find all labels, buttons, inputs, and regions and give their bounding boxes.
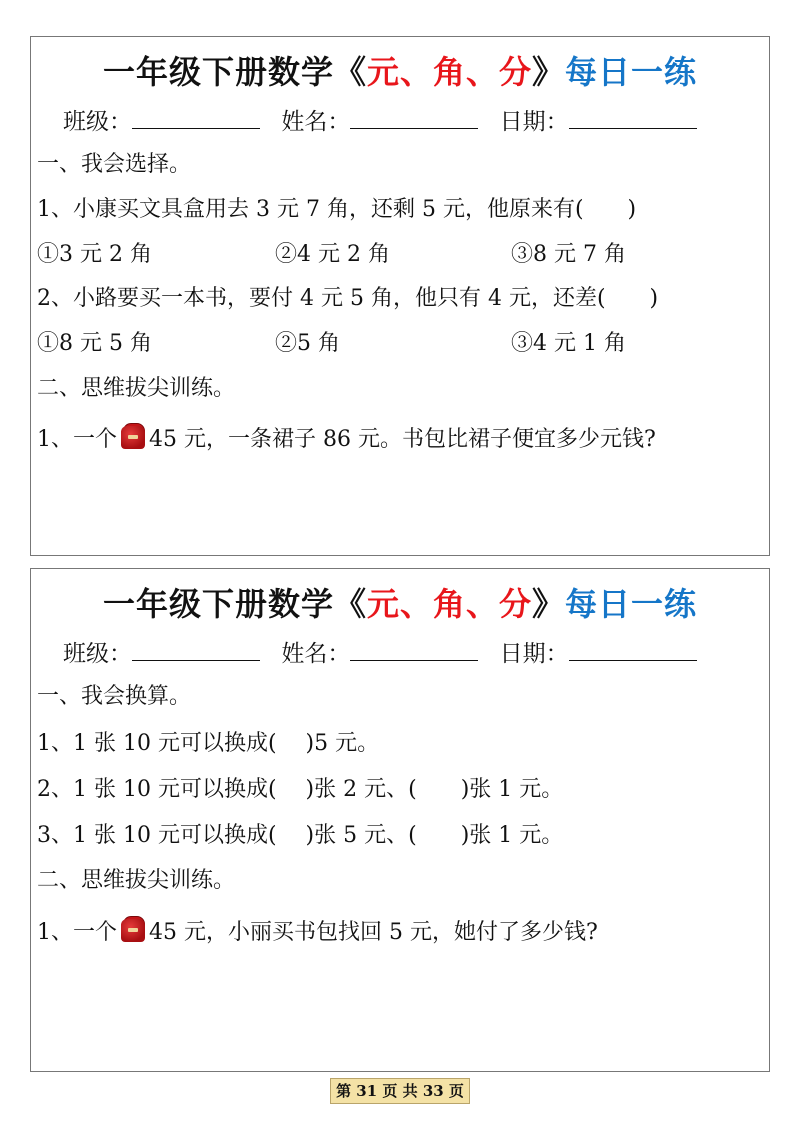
page-number: 第 31 页 共 33 页 — [330, 1078, 470, 1104]
title-unit-jiao: 角 — [432, 53, 466, 91]
school-bag-icon — [118, 913, 148, 943]
question-4 — [37, 913, 598, 946]
question-3 — [37, 420, 656, 453]
section-heading: 二、思维拔尖训练。 — [37, 868, 236, 893]
class-label: 班级： — [63, 109, 132, 135]
date-label: 日期： — [499, 109, 569, 135]
question-text: 45 元，一条裙子 86 元。书包比裙子便宜多少元钱? — [149, 427, 656, 452]
section-heading: 一、我会选择。 — [37, 152, 192, 177]
title-unit-yuan: 元 — [366, 53, 400, 91]
title-prefix: 一年级下册数学《 — [102, 585, 367, 623]
section-heading: 二、思维拔尖训练。 — [37, 376, 236, 401]
title-unit-fen: 分 — [499, 53, 533, 91]
title-prefix: 一年级下册数学《 — [102, 53, 367, 91]
student-info-row — [63, 103, 711, 136]
class-blank[interactable] — [132, 108, 260, 129]
date-blank[interactable] — [569, 108, 697, 129]
worksheet-2 — [30, 568, 770, 1072]
worksheet-1 — [30, 36, 770, 556]
title-suffix: 》 — [532, 53, 566, 91]
title-sep: 、 — [399, 585, 433, 623]
question-3: 3、1 张 10 元可以换成( )张 5 元、( )张 1 元。 — [37, 823, 564, 848]
question-2: 2、1 张 10 元可以换成( )张 2 元、( )张 1 元。 — [37, 777, 564, 802]
worksheet-title — [31, 47, 769, 93]
section-heading: 一、我会换算。 — [37, 684, 192, 709]
class-label: 班级： — [63, 641, 132, 667]
title-tag: 每日一练 — [565, 585, 698, 623]
name-label: 姓名： — [281, 109, 351, 135]
option-1: ①8 元 5 角 — [37, 331, 152, 356]
name-blank[interactable] — [350, 108, 478, 129]
worksheet-title — [31, 579, 769, 625]
option-3: ③8 元 7 角 — [511, 242, 626, 267]
option-2: ②5 角 — [275, 331, 340, 356]
title-unit-jiao: 角 — [432, 585, 466, 623]
question-text: 45 元，小丽买书包找回 5 元，她付了多少钱? — [149, 920, 598, 945]
question-1: 1、1 张 10 元可以换成( )5 元。 — [37, 731, 380, 756]
student-info-row — [63, 635, 711, 668]
title-unit-fen: 分 — [499, 585, 533, 623]
title-suffix: 》 — [532, 585, 566, 623]
option-3: ③4 元 1 角 — [511, 331, 626, 356]
name-label: 姓名： — [281, 641, 351, 667]
school-bag-icon — [118, 420, 148, 450]
question-text: 1、一个 — [37, 920, 117, 945]
question-2: 2、小路要买一本书，要付 4 元 5 角，他只有 4 元，还差( ) — [37, 286, 659, 311]
option-2: ②4 元 2 角 — [275, 242, 390, 267]
option-1: ①3 元 2 角 — [37, 242, 152, 267]
question-text: 1、一个 — [37, 427, 117, 452]
date-label: 日期： — [499, 641, 569, 667]
title-sep: 、 — [466, 585, 500, 623]
title-sep: 、 — [399, 53, 433, 91]
question-1: 1、小康买文具盒用去 3 元 7 角，还剩 5 元，他原来有( ) — [37, 197, 637, 222]
title-tag: 每日一练 — [565, 53, 698, 91]
date-blank[interactable] — [569, 640, 697, 661]
name-blank[interactable] — [350, 640, 478, 661]
class-blank[interactable] — [132, 640, 260, 661]
title-sep: 、 — [466, 53, 500, 91]
title-unit-yuan: 元 — [366, 585, 400, 623]
